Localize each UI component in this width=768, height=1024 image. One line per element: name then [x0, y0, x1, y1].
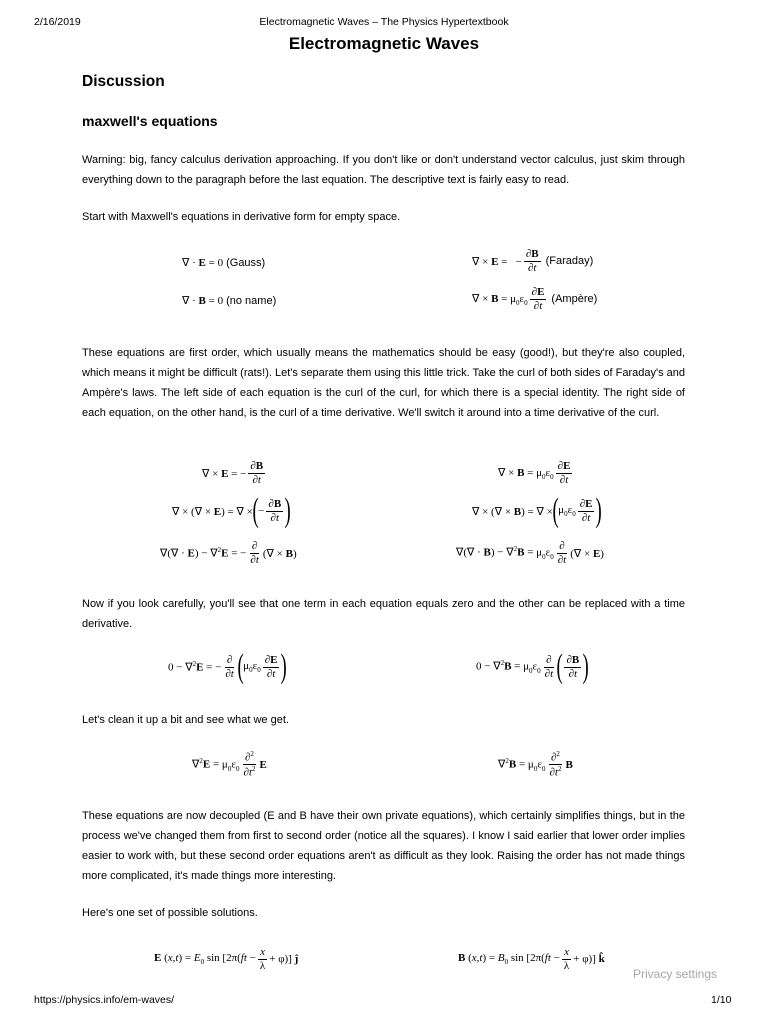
solution-b-equation: B $(x,t) = B_0$ sin [2π(ft − $\frac{x}{\lambda}$ + φ)] k̂ — [458, 946, 605, 972]
curl-ampere-eq-1: ∇ × $B = \mu_0\varepsilon_0$ $\frac{\partial E}{\partial t}$ — [498, 460, 571, 486]
simplify-paragraph: Now if you look carefully, you'll see that one term in each equation equals zero and the other can be replaced with a time derivative. — [82, 598, 685, 630]
curl-faraday-eq-3: ∇(∇ · E) − ∇$^2$E = − $\frac{\partial}{\partial t}$ (∇ × B) — [160, 540, 297, 566]
gauss-equation: ∇ · E = 0 (Gauss) — [182, 256, 266, 269]
print-date: 2/16/2019 — [34, 16, 81, 28]
ampere-label: (Ampère) — [551, 293, 598, 306]
decoupled-paragraph: These equations are now decoupled (E and B have their own private equations), which certainly simplifies things, but in the process we've changed them from first to second order (notice all the squares). I know I said earlier that lower order implies easier to work with, but these second order equations aren't as difficult as they look. Raising the order has not made things more complicated, it's made things more interesting. — [82, 810, 685, 882]
gauss-label: (Gauss) — [226, 256, 266, 269]
no-name-equation: ∇ · B = 0 (no name) — [182, 294, 277, 307]
faraday-label: (Faraday) — [545, 255, 594, 268]
cleanup-paragraph: Let's clean it up a bit and see what we get. — [82, 714, 289, 726]
curl-faraday-eq-2: ∇ × (∇ × E) = ∇ × ( − $\frac{\partial B}{\partial t}$ ) — [172, 492, 291, 529]
intro-paragraph: Start with Maxwell's equations in derivative form for empty space. — [82, 211, 401, 223]
simplified-b-equation: $0 - \nabla^2B = \mu_0\varepsilon_0$ $\frac{\partial}{\partial t}$ ( $\frac{\partial B}{\partial t}$ ) — [476, 648, 590, 685]
page-title: Electromagnetic Waves — [288, 34, 480, 53]
solution-e-equation: E $(x,t) = E_0$ sin [2π(ft − $\frac{x}{\lambda}$ + φ)] ĵ — [154, 946, 299, 972]
privacy-settings-link[interactable]: Privacy settings — [633, 967, 718, 981]
solutions-paragraph: Here's one set of possible solutions. — [82, 907, 258, 919]
curl-faraday-eq-1: ∇ × E = − $\frac{\partial B}{\partial t}$ — [202, 460, 264, 486]
warning-paragraph: Warning: big, fancy calculus derivation approaching. If you don't like or don't understand vector calculus, just skim through everything down to the paragraph before the last equation. The descriptive text is fairly easy to read. — [82, 154, 685, 186]
simplified-e-equation: 0 − ∇$^2$E = − $\frac{\partial}{\partial t}$ ( $\mu_0\varepsilon_0$ $\frac{\partial E}{\partial t}$ ) — [168, 648, 288, 685]
curl-paragraph: These equations are first order, which usually means the mathematics should be easy (good!), but they're also coupled, which means it might be difficult (rats!). Let's separate them using this little trick. Take the curl of both sides of Faraday's and Ampère's laws. The left side of each equation is the curl of the curl, for which there is a special identity. The right side of each equation, on the other hand, is the curl of a time derivative. We'll switch it around into a time derivative of the curl. — [82, 347, 685, 419]
footer-url[interactable]: https://physics.info/em-waves/ — [34, 994, 175, 1006]
faraday-equation: ∇ × E = − $\frac{\partial B}{\partial t}$ (Faraday) — [472, 248, 594, 274]
subsection-heading: maxwell's equations — [82, 113, 218, 129]
curl-ampere-eq-3: ∇(∇ · $B) - \nabla^2B = \mu_0\varepsilon_0$ $\frac{\partial}{\partial t}$ (∇ × E) — [456, 540, 604, 566]
footer-page-number: 1/10 — [711, 994, 732, 1006]
section-heading: Discussion — [82, 73, 165, 90]
wave-equation-b: $\nabla^2B = \mu_0\varepsilon_0$ $\frac{\partial^2}{\partial t^2}$ B — [498, 750, 573, 779]
curl-ampere-eq-2: ∇ × (∇ × B) = ∇ × ( $\mu_0\varepsilon_0$ $\frac{\partial E}{\partial t}$ ) — [472, 492, 603, 529]
wave-equation-e: $\nabla^2E = \mu_0\varepsilon_0$ $\frac{\partial^2}{\partial t^2}$ E — [192, 750, 267, 779]
no-name-label: (no name) — [226, 294, 277, 307]
print-site-title: Electromagnetic Waves – The Physics Hypertextbook — [259, 16, 509, 28]
ampere-equation: ∇ × $B = \mu_0\varepsilon_0$ $\frac{\partial E}{\partial t}$ (Ampère) — [472, 286, 598, 312]
